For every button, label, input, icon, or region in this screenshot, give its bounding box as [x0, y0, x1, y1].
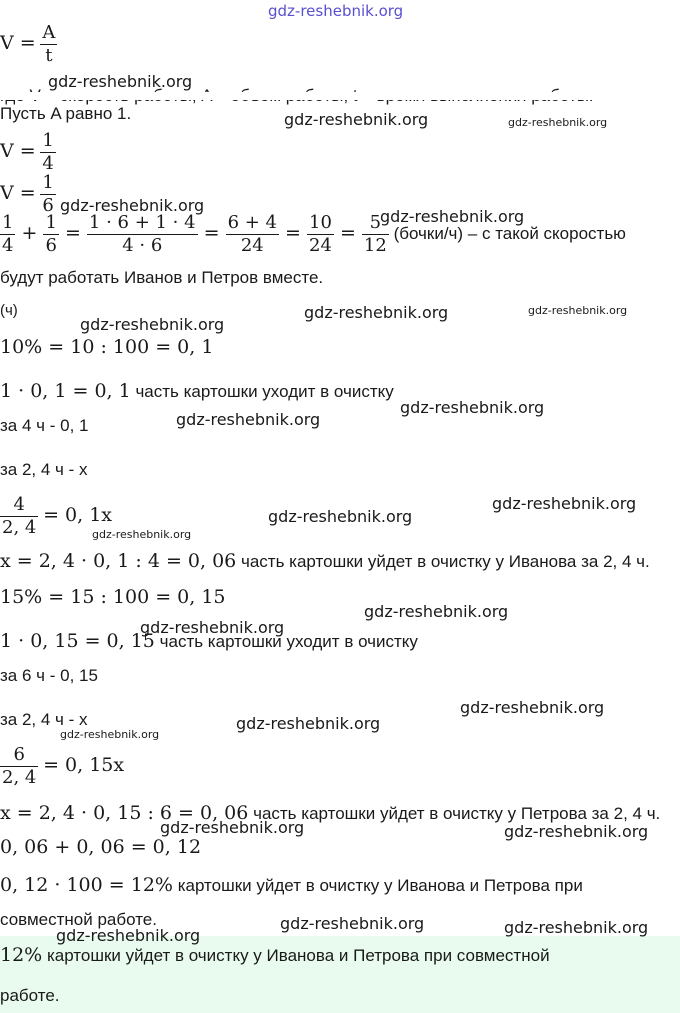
part-ten-line: 1 · 0, 1 = 0, 1 часть картошки уходит в очистку	[0, 380, 394, 402]
hours-line: (ч)	[0, 302, 18, 319]
watermark: gdz-reshebnik.org	[504, 822, 649, 841]
part-fifteen-line: 1 · 0, 15 = 0, 15 часть картошки уходит в очистку	[0, 630, 418, 652]
watermark: gdz-reshebnik.org	[380, 207, 525, 226]
watermark: gdz-reshebnik.org	[236, 714, 381, 733]
joint-work-line: совместной работе.	[0, 910, 157, 929]
watermark: gdz-reshebnik.org	[160, 818, 305, 837]
watermark: gdz-reshebnik.org	[60, 728, 160, 741]
watermark-top: gdz-reshebnik.org	[268, 2, 404, 20]
formula-v-sixth: V = $\frac{1}{6}$	[0, 172, 54, 216]
watermark: gdz-reshebnik.org	[400, 398, 545, 417]
answer-line-2: работе.	[0, 986, 60, 1005]
watermark: gdz-reshebnik.org	[364, 602, 509, 621]
formula-sum: $\frac{1}{4}$ + $\frac{1}{6}$ = $\frac{1 \cdot 6 + 1 \cdot 4}{4 \cdot 6}$ = $\frac{6 + 4}{24}$ = $\frac{10}{24}$ = $\frac{5}{12}$ (бочки/ч) – с такой скоростью	[2, 212, 626, 256]
six-hours-line: за 6 ч - 0, 15	[0, 666, 98, 685]
percent-result-line: 0, 12 · 100 = 12% картошки уйдет в очистку у Иванова и Петрова при	[0, 874, 583, 896]
answer-box	[0, 936, 680, 1013]
watermark: gdz-reshebnik.org	[48, 72, 193, 91]
ivanov-x-line: за 2, 4 ч - x	[0, 460, 88, 479]
percent-ten: 10% = 10 : 100 = 0, 1	[0, 336, 214, 358]
watermark: gdz-reshebnik.org	[268, 507, 413, 526]
watermark: gdz-reshebnik.org	[504, 918, 649, 937]
together-line: будут работать Иванов и Петров вместе.	[0, 268, 324, 287]
formula-v-quarter: V = $\frac{1}{4}$	[0, 130, 54, 174]
four-hours-line: за 4 ч - 0, 1	[0, 416, 89, 435]
watermark: gdz-reshebnik.org	[492, 494, 637, 513]
watermark: gdz-reshebnik.org	[304, 303, 449, 322]
petrov-x-line: за 2, 4 ч - x	[0, 710, 88, 729]
overlap-cover	[0, 92, 680, 100]
watermark: gdz-reshebnik.org	[280, 914, 425, 933]
watermark: gdz-reshebnik.org	[284, 110, 429, 129]
watermark: gdz-reshebnik.org	[460, 698, 605, 717]
watermark: gdz-reshebnik.org	[176, 410, 321, 429]
watermark: gdz-reshebnik.org	[60, 196, 205, 215]
petrov-result-line: x = 2, 4 · 0, 15 : 6 = 0, 06 часть картошки уйдет в очистку у Петрова за 2, 4 ч.	[0, 802, 661, 824]
formula-velocity: V = $\frac{A}{t}$	[0, 22, 56, 66]
watermark: gdz-reshebnik.org	[80, 315, 225, 334]
answer-line-1: 12% картошки уйдет в очистку у Иванова и Петрова при совместной	[0, 944, 550, 966]
sum-parts: 0, 06 + 0, 06 = 0, 12	[0, 836, 202, 858]
let-a-line: Пусть A равно 1.	[0, 104, 132, 123]
ivanov-result-line: x = 2, 4 · 0, 1 : 4 = 0, 06 часть картошки уйдет в очистку у Иванова за 2, 4 ч.	[0, 550, 650, 572]
watermark: gdz-reshebnik.org	[528, 304, 628, 317]
watermark: gdz-reshebnik.org	[140, 618, 285, 637]
watermark: gdz-reshebnik.org	[92, 528, 192, 541]
watermark: gdz-reshebnik.org	[56, 926, 201, 945]
proportion-petrov: $\frac{6}{2, 4}$ = 0, 15x	[2, 744, 125, 788]
watermark: gdz-reshebnik.org	[508, 116, 608, 129]
percent-fifteen: 15% = 15 : 100 = 0, 15	[0, 586, 226, 608]
fraction-a-t: $\frac{A}{t}$	[42, 22, 56, 66]
proportion-ivanov: $\frac{4}{2, 4}$ = 0, 1x	[2, 494, 113, 538]
